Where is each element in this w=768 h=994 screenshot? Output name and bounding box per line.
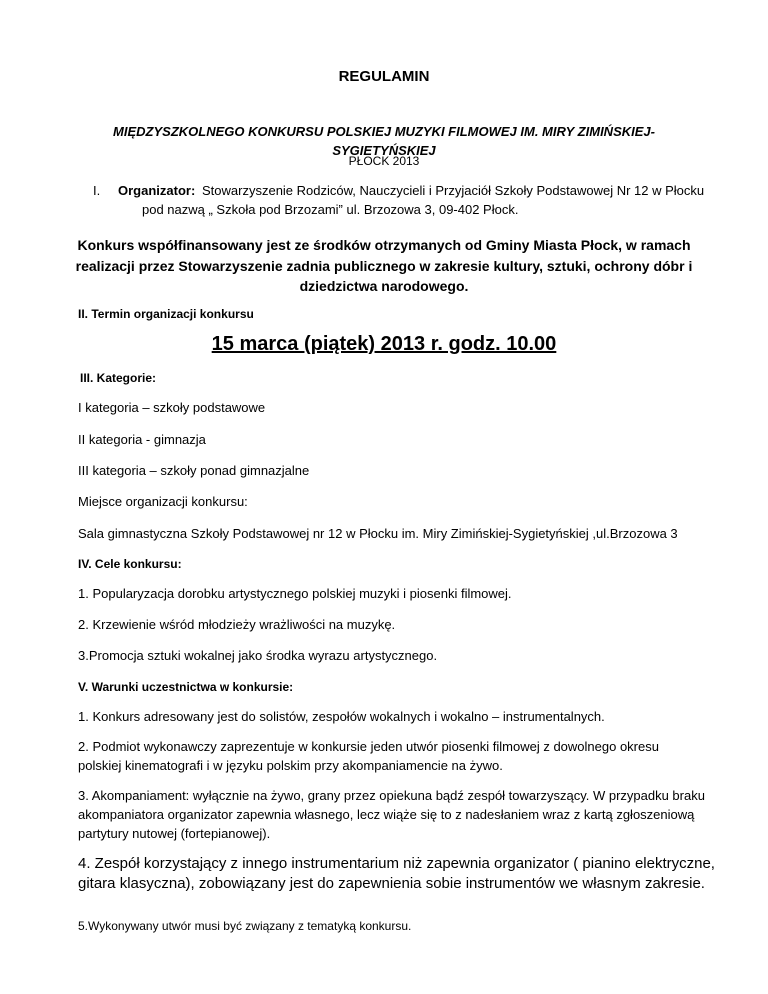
funding-line-1: Konkurs współfinansowany jest ze środków otrzymanych od Gminy Miasta Płock, w ramach: [77, 237, 691, 253]
section-1-text-line-2: pod nazwą „ Szkoła pod Brzozami” ul. Brzozowa 3, 09-402 Płock.: [142, 202, 519, 217]
subtitle-line-1: MIĘDZYSZKOLNEGO KONKURSU POLSKIEJ MUZYKI FILMOWEJ IM. MIRY ZIMIŃSKIEJ-: [113, 124, 655, 139]
category-item-2: II kategoria - gimnazja: [78, 432, 206, 447]
category-item-1: I kategoria – szkoły podstawowe: [78, 400, 266, 415]
condition-3-line-3: partytury nutowej (fortepianowej).: [78, 826, 271, 841]
goal-item-2: 2. Krzewienie wśród młodzieży wrażliwości na muzykę.: [78, 617, 396, 632]
section-5-heading: V. Warunki uczestnictwa w konkursie:: [78, 680, 294, 694]
document-title: REGULAMIN: [338, 68, 430, 85]
condition-3-line-1: 3. Akompaniament: wyłącznie na żywo, grany przez opiekuna bądź zespół towarzyszący. W przypadku braku: [78, 788, 705, 803]
venue-label: Miejsce organizacji konkursu:: [78, 494, 248, 509]
goal-item-3: 3.Promocja sztuki wokalnej jako środka wyrazu artystycznego.: [78, 648, 438, 663]
city-year: PŁOCK 2013: [348, 154, 420, 168]
condition-4-line-2: gitara klasyczna), zobowiązany jest do zapewnienia sobie instrumentów we własnym zakresie.: [78, 875, 705, 892]
funding-line-3: dziedzictwa narodowego.: [299, 278, 469, 294]
condition-2-line-2: polskiej kinematografi i w języku polskim przy akompaniamencie na żywo.: [78, 758, 503, 773]
condition-2-line-1: 2. Podmiot wykonawczy zaprezentuje w konkursie jeden utwór piosenki filmowej z dowolnego okresu: [78, 739, 659, 754]
section-1-text-line-1: Stowarzyszenie Rodziców, Nauczycieli i Przyjaciół Szkoły Podstawowej Nr 12 w Płocku: [202, 183, 705, 198]
condition-1: 1. Konkurs adresowany jest do solistów, zespołów wokalnych i wokalno – instrumentalnych.: [78, 709, 605, 724]
section-1-numeral: I.: [93, 183, 101, 198]
venue-text: Sala gimnastyczna Szkoły Podstawowej nr 12 w Płocku im. Miry Zimińskiej-Sygietyńskiej ,ul.Brzozowa 3: [78, 526, 678, 541]
section-1-label: Organizator:: [118, 183, 196, 198]
section-3-heading: III. Kategorie:: [80, 371, 157, 385]
condition-3-line-2: akompaniatora organizator zapewnia własnego, lecz wiąże się to z nadesłaniem wraz z kartą zgłoszeniową: [78, 807, 695, 822]
subtitle-line-2: SYGIETYŃSKIEJ: [332, 143, 436, 158]
funding-line-2: realizacji przez Stowarzyszenie zadnia publicznego w zakresie kultury, sztuki, ochrony dóbr i: [75, 258, 693, 274]
category-item-3: III kategoria – szkoły ponad gimnazjalne: [78, 463, 310, 478]
section-4-heading: IV. Cele konkursu:: [78, 557, 182, 571]
goal-item-1: 1. Popularyzacja dorobku artystycznego polskiej muzyki i piosenki filmowej.: [78, 586, 512, 601]
section-2-heading: II. Termin organizacji konkursu: [78, 307, 254, 321]
condition-5: 5.Wykonywany utwór musi być związany z tematyką konkursu.: [78, 919, 412, 933]
event-date: 15 marca (piątek) 2013 r. godz. 10.00: [211, 333, 557, 355]
condition-4-line-1: 4. Zespół korzystający z innego instrumentarium niż zapewnia organizator ( pianino elektryczne,: [78, 855, 715, 872]
